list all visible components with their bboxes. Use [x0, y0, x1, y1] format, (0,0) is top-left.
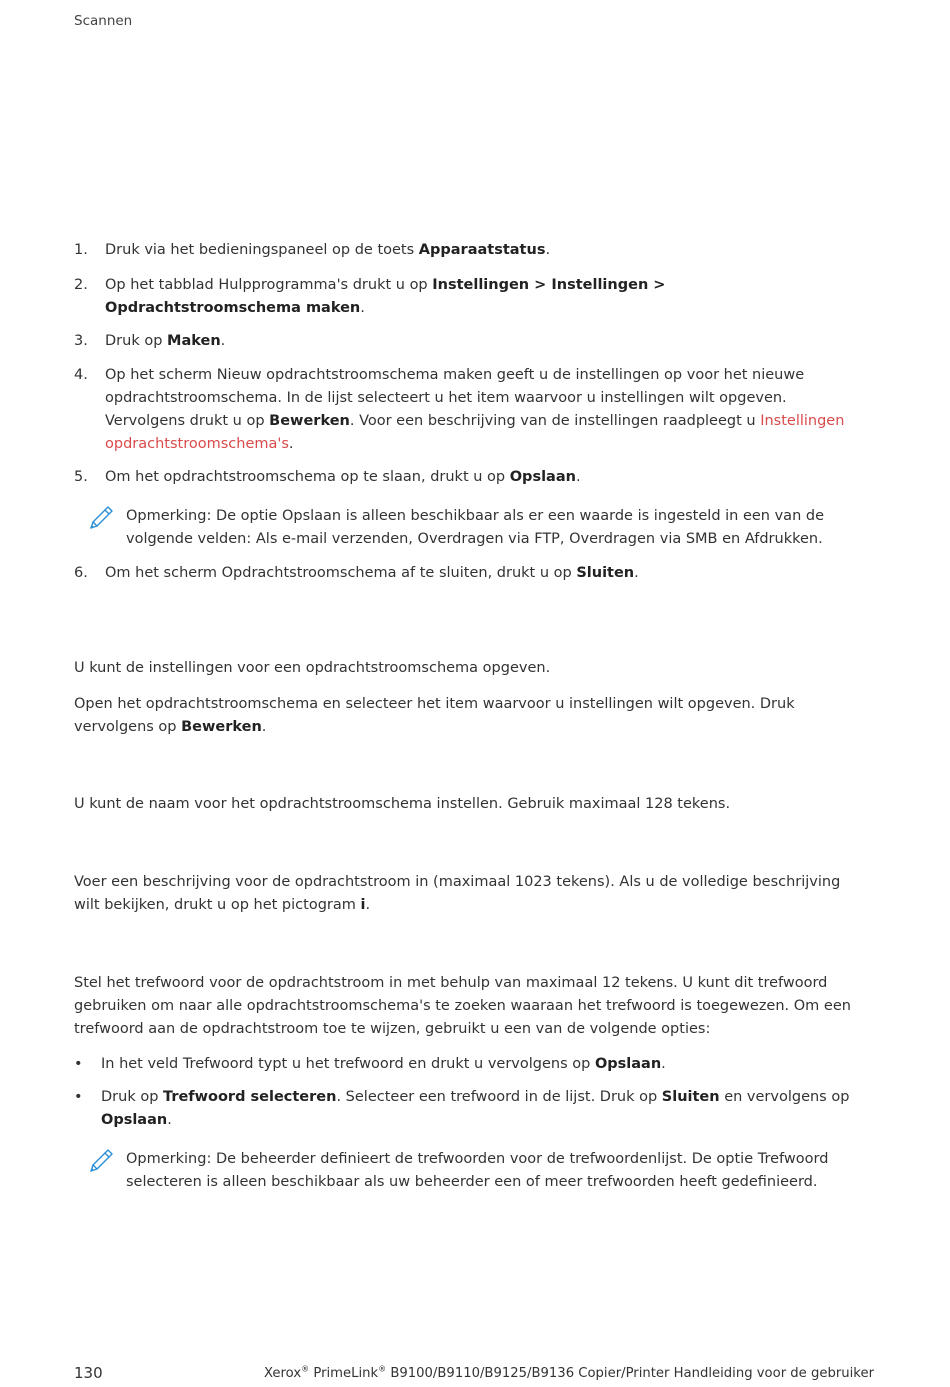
note-trefwoord — [74, 1148, 864, 1194]
step-4 — [74, 364, 864, 456]
settings-open-post: . — [261, 719, 267, 735]
step-text-post: . — [220, 333, 226, 349]
bullet-ui-label: Opslaan — [101, 1112, 168, 1128]
step-ui-path: Instellingen > Instellingen > Opdrachtstroomschema maken — [105, 277, 666, 316]
keyword-paragraph: Stel het trefwoord voor de opdrachtstroom in met behulp van maximaal 12 tekens. U kunt dit trefwoord gebruiken om naar alle opdrachtstroomschema's te zoeken waaraan het trefwoord is toegewezen. Om een trefwoord aan de opdrachtstroom toe te wijzen, gebruikt u een van de volgende opties: — [74, 975, 851, 1037]
step-number: 2. — [74, 277, 88, 293]
step-number: 1. — [74, 242, 88, 258]
step-text-pre: Op het tabblad Hulpprogramma's drukt u op — [105, 277, 433, 293]
bullet-text-mid: en vervolgens op — [719, 1089, 850, 1105]
step-text — [105, 330, 865, 353]
step-text-pre: Druk op — [105, 333, 168, 349]
footer-brand: Xerox — [263, 1366, 302, 1381]
step-number: 5. — [74, 469, 88, 485]
step-number: 6. — [74, 565, 88, 581]
step-5 — [74, 466, 864, 489]
step-1 — [74, 239, 864, 262]
step-text-post: . — [360, 300, 365, 316]
settings-link[interactable]: Instellingen opdrachtstroomschema's — [105, 413, 845, 452]
settings-open-ui-label: Bewerken — [181, 719, 262, 735]
bullet-text-pre: Druk op — [101, 1089, 164, 1105]
running-header: Scannen — [74, 13, 133, 29]
bullet-text-post: . — [167, 1112, 172, 1128]
note-text: Opmerking: De optie Opslaan is alleen beschikbaar als er een waarde is ingesteld in een van de volgende velden: Als e-mail verzenden, Overdragen via FTP, Overdragen via SMB en Afdrukken. — [126, 508, 824, 547]
pencil-note-icon — [88, 1148, 114, 1174]
note-text: Opmerking: De beheerder definieert de trefwoorden voor de trefwoordenlijst. De optie Trefwoord selecteren is alleen beschikbaar als uw beheerder een of meer trefwoorden heeft gedefinieerd. — [126, 1151, 829, 1190]
footer-models: B9100/B9110/B9125/B9136 Copier/Printer Handleiding voor de gebruiker — [390, 1366, 874, 1381]
keyword-option-2 — [74, 1086, 864, 1132]
bullet-dot: • — [74, 1089, 83, 1105]
step-ui-label: Opslaan — [509, 469, 576, 485]
step-text-pre: Om het scherm Opdrachtstroomschema af te sluiten, drukt u op — [105, 565, 577, 581]
step-text-post: . — [288, 436, 294, 452]
settings-open-instructions — [74, 693, 864, 739]
bullet-text-mid: . Selecteer een trefwoord in de lijst. Druk op — [336, 1089, 662, 1105]
step-text — [105, 274, 865, 320]
bullet-text-post: . — [661, 1056, 666, 1072]
step-text-post: . — [575, 469, 581, 485]
page-number: 130 — [74, 1364, 103, 1382]
step-number: 4. — [74, 367, 88, 383]
step-3 — [74, 330, 864, 353]
note-opslaan — [74, 505, 864, 551]
step-ui-label: Bewerken — [269, 413, 350, 429]
info-icon-label: i — [360, 897, 366, 913]
footer-title — [264, 1366, 874, 1381]
step-text — [105, 239, 865, 262]
bullet-text — [101, 1086, 866, 1132]
settings-open-text: Open het opdrachtstroomschema en selecteer het item waarvoor u instellingen wilt opgeven. Druk vervolgens op — [74, 696, 795, 735]
step-text-post: . — [634, 565, 639, 581]
registered-mark: ® — [301, 1364, 310, 1374]
step-text-pre: Druk via het bedieningspaneel op de toets — [105, 242, 419, 258]
step-text — [105, 364, 865, 456]
bullet-dot: • — [74, 1056, 83, 1072]
step-ui-label: Apparaatstatus — [418, 242, 546, 258]
description-post: . — [365, 897, 371, 913]
step-text-post: . — [545, 242, 551, 258]
step-2 — [74, 274, 864, 320]
step-text-pre: Op het scherm Nieuw opdrachtstroomschema maken geeft u de instellingen op voor het nieuwe opdrachtstroomschema. In de lijst selecteert u het item waarvoor u instellingen wilt opgeven. Vervolgens drukt u op — [105, 367, 805, 429]
bullet-ui-label: Trefwoord selecteren — [163, 1089, 337, 1105]
step-number: 3. — [74, 333, 88, 349]
pencil-note-icon — [88, 505, 114, 531]
step-text-mid: . Voor een beschrijving van de instellingen raadpleegt u — [349, 413, 761, 429]
step-ui-label: Sluiten — [576, 565, 635, 581]
bullet-ui-label: Sluiten — [661, 1089, 720, 1105]
name-description: U kunt de naam voor het opdrachtstroomschema instellen. Gebruik maximaal 128 tekens. — [74, 796, 731, 812]
bullet-text — [101, 1053, 866, 1076]
step-text — [105, 466, 865, 489]
registered-mark: ® — [378, 1364, 387, 1374]
step-text — [105, 562, 865, 585]
settings-intro: U kunt de instellingen voor een opdrachtstroomschema opgeven. — [74, 660, 551, 676]
bullet-text-pre: In het veld Trefwoord typt u het trefwoord en drukt u vervolgens op — [101, 1056, 595, 1072]
bullet-ui-label: Opslaan — [594, 1056, 662, 1072]
step-6 — [74, 562, 864, 585]
description-text: Voer een beschrijving voor de opdrachtstroom in (maximaal 1023 tekens). Als u de volledige beschrijving wilt bekijken, drukt u op het pictogram — [74, 874, 841, 913]
footer-product: PrimeLink — [313, 1366, 379, 1381]
keyword-option-1 — [74, 1053, 864, 1076]
step-ui-label: Maken — [167, 333, 221, 349]
description-paragraph — [74, 871, 864, 917]
step-text-pre: Om het opdrachtstroomschema op te slaan, drukt u op — [105, 469, 510, 485]
